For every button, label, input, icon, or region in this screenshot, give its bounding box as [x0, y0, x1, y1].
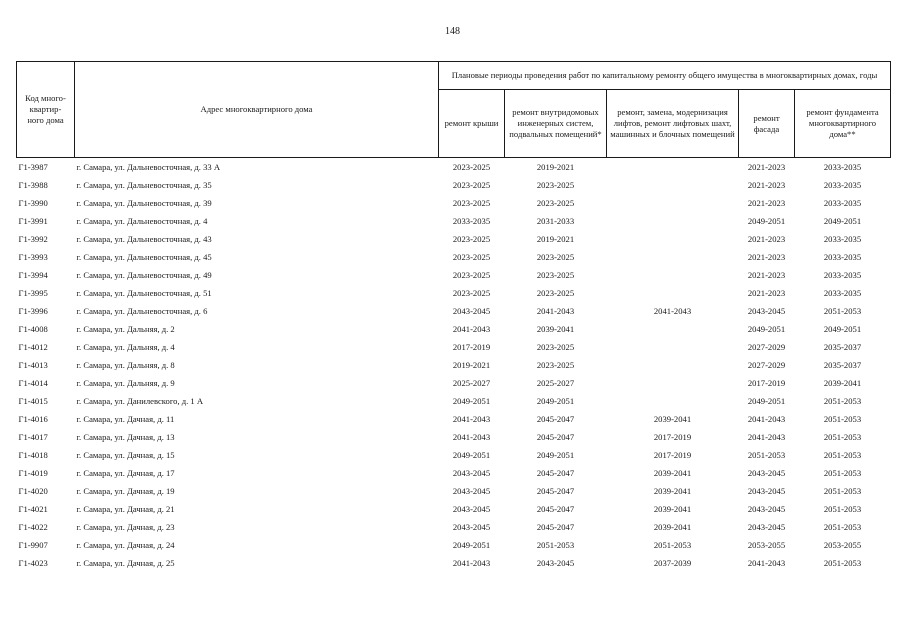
table-row — [17, 500, 891, 518]
table-body — [17, 158, 891, 573]
cell-foundation-period: 2039-2041 — [823, 378, 862, 388]
table-row — [17, 374, 891, 392]
cell-roof-period: 2043-2045 — [452, 468, 491, 478]
cell-roof-period: 2023-2025 — [452, 180, 491, 190]
cell-facade-period: 2021-2023 — [747, 270, 786, 280]
header-foundation-repair: ремонт фундамента многоквартирного дома** — [795, 90, 891, 158]
page-number: 148 — [445, 26, 460, 37]
cell-foundation-period: 2033-2035 — [823, 288, 862, 298]
cell-facade-period: 2043-2045 — [747, 504, 786, 514]
cell-facade-period: 2021-2023 — [747, 162, 786, 172]
cell-facade-period: 2021-2023 — [747, 198, 786, 208]
table-row — [17, 392, 891, 410]
cell-address: г. Самара, ул. Дачная, д. 15 — [76, 450, 175, 460]
cell-house-code: Г1-3990 — [18, 198, 48, 208]
cell-roof-period: 2049-2051 — [452, 540, 491, 550]
cell-facade-period: 2049-2051 — [747, 216, 786, 226]
cell-address: г. Самара, ул. Дальневосточная, д. 4 — [76, 216, 208, 226]
cell-facade-period: 2027-2029 — [747, 342, 786, 352]
cell-foundation-period: 2035-2037 — [823, 360, 862, 370]
cell-roof-period: 2041-2043 — [452, 558, 491, 568]
cell-lifts-period — [607, 266, 739, 284]
cell-foundation-period: 2033-2035 — [823, 180, 862, 190]
cell-roof-period: 2041-2043 — [452, 414, 491, 424]
cell-lifts-period — [607, 158, 739, 177]
cell-house-code: Г1-3987 — [18, 162, 48, 172]
cell-address: г. Самара, ул. Дальняя, д. 8 — [76, 360, 175, 370]
table-row — [17, 446, 891, 464]
cell-house-code: Г1-4014 — [18, 378, 48, 388]
cell-lifts-period: 2041-2043 — [653, 306, 692, 316]
cell-roof-period: 2017-2019 — [452, 342, 491, 352]
cell-foundation-period: 2051-2053 — [823, 414, 862, 424]
cell-foundation-period: 2035-2037 — [823, 342, 862, 352]
cell-house-code: Г1-4008 — [18, 324, 48, 334]
cell-facade-period: 2043-2045 — [747, 468, 786, 478]
cell-address: г. Самара, ул. Дачная, д. 24 — [76, 540, 175, 550]
cell-systems-period: 2049-2051 — [536, 396, 575, 406]
cell-foundation-period: 2033-2035 — [823, 198, 862, 208]
cell-house-code: Г1-3994 — [18, 270, 48, 280]
cell-foundation-period: 2051-2053 — [823, 504, 862, 514]
cell-foundation-period: 2051-2053 — [823, 450, 862, 460]
cell-house-code: Г1-3991 — [18, 216, 48, 226]
cell-foundation-period: 2051-2053 — [823, 558, 862, 568]
header-address: Адрес многоквартирного дома — [75, 62, 439, 158]
cell-address: г. Самара, ул. Дачная, д. 17 — [76, 468, 175, 478]
cell-facade-period: 2041-2043 — [747, 432, 786, 442]
cell-foundation-period: 2033-2035 — [823, 162, 862, 172]
cell-foundation-period: 2053-2055 — [823, 540, 862, 550]
cell-facade-period: 2049-2051 — [747, 324, 786, 334]
cell-house-code: Г1-4015 — [18, 396, 48, 406]
cell-systems-period: 2051-2053 — [536, 540, 575, 550]
cell-roof-period: 2023-2025 — [452, 252, 491, 262]
cell-systems-period: 2023-2025 — [536, 288, 575, 298]
cell-systems-period: 2045-2047 — [536, 486, 575, 496]
cell-systems-period: 2023-2025 — [536, 252, 575, 262]
cell-roof-period: 2043-2045 — [452, 486, 491, 496]
cell-lifts-period — [607, 176, 739, 194]
cell-systems-period: 2025-2027 — [536, 378, 575, 388]
table-row — [17, 554, 891, 572]
cell-lifts-period — [607, 356, 739, 374]
cell-systems-period: 2023-2025 — [536, 180, 575, 190]
cell-systems-period: 2023-2025 — [536, 198, 575, 208]
cell-facade-period: 2043-2045 — [747, 522, 786, 532]
cell-lifts-period — [607, 374, 739, 392]
cell-roof-period: 2023-2025 — [452, 288, 491, 298]
cell-lifts-period: 2051-2053 — [653, 540, 692, 550]
cell-address: г. Самара, ул. Дальневосточная, д. 51 — [76, 288, 212, 298]
cell-lifts-period: 2017-2019 — [653, 432, 692, 442]
cell-address: г. Самара, ул. Дачная, д. 19 — [76, 486, 175, 496]
cell-address: г. Самара, ул. Дальняя, д. 9 — [76, 378, 175, 388]
table-row — [17, 356, 891, 374]
cell-address: г. Самара, ул. Дальняя, д. 2 — [76, 324, 175, 334]
cell-systems-period: 2023-2025 — [536, 360, 575, 370]
cell-systems-period: 2039-2041 — [536, 324, 575, 334]
table-row — [17, 428, 891, 446]
cell-house-code: Г1-4021 — [18, 504, 48, 514]
cell-address: г. Самара, ул. Дальневосточная, д. 33 А — [76, 162, 221, 172]
cell-foundation-period: 2051-2053 — [823, 486, 862, 496]
cell-facade-period: 2021-2023 — [747, 180, 786, 190]
cell-house-code: Г1-4020 — [18, 486, 48, 496]
cell-roof-period: 2023-2025 — [452, 270, 491, 280]
cell-house-code: Г1-3988 — [18, 180, 48, 190]
cell-systems-period: 2019-2021 — [536, 234, 575, 244]
cell-lifts-period: 2039-2041 — [653, 504, 692, 514]
table-row — [17, 320, 891, 338]
table-row — [17, 338, 891, 356]
header-systems-repair: ремонт внутридомовых инженерных систем, подвальных помещений* — [505, 90, 607, 158]
cell-systems-period: 2045-2047 — [536, 414, 575, 424]
cell-systems-period: 2049-2051 — [536, 450, 575, 460]
cell-lifts-period: 2039-2041 — [653, 486, 692, 496]
cell-foundation-period: 2033-2035 — [823, 270, 862, 280]
cell-lifts-period — [607, 284, 739, 302]
table-row — [17, 302, 891, 320]
table-row — [17, 482, 891, 500]
cell-lifts-period — [607, 248, 739, 266]
cell-roof-period: 2041-2043 — [452, 324, 491, 334]
cell-foundation-period: 2051-2053 — [823, 522, 862, 532]
cell-house-code: Г1-4018 — [18, 450, 48, 460]
table-row — [17, 410, 891, 428]
cell-systems-period: 2045-2047 — [536, 432, 575, 442]
table-row — [17, 518, 891, 536]
table-row — [17, 158, 891, 177]
cell-lifts-period: 2039-2041 — [653, 522, 692, 532]
cell-roof-period: 2033-2035 — [452, 216, 491, 226]
cell-facade-period: 2051-2053 — [747, 450, 786, 460]
capital-repair-schedule-table — [16, 61, 891, 572]
cell-roof-period: 2043-2045 — [452, 522, 491, 532]
header-house-code: Код много- квартир- ного дома — [17, 62, 75, 158]
cell-address: г. Самара, ул. Дальневосточная, д. 45 — [76, 252, 212, 262]
header-facade-repair: ремонт фасада — [739, 90, 795, 158]
cell-lifts-period — [607, 230, 739, 248]
header-planned-periods: Плановые периоды проведения работ по капитальному ремонту общего имущества в многоквартирных домах, годы — [439, 62, 891, 90]
table-row — [17, 284, 891, 302]
cell-foundation-period: 2051-2053 — [823, 468, 862, 478]
cell-house-code: Г1-3995 — [18, 288, 48, 298]
table-row — [17, 176, 891, 194]
cell-house-code: Г1-4023 — [18, 558, 48, 568]
cell-address: г. Самара, ул. Дальневосточная, д. 35 — [76, 180, 212, 190]
cell-lifts-period: 2037-2039 — [653, 558, 692, 568]
cell-lifts-period — [607, 194, 739, 212]
table-row — [17, 194, 891, 212]
cell-systems-period: 2023-2025 — [536, 342, 575, 352]
table-row — [17, 536, 891, 554]
cell-systems-period: 2043-2045 — [536, 558, 575, 568]
cell-address: г. Самара, ул. Дачная, д. 23 — [76, 522, 175, 532]
cell-address: г. Самара, ул. Дачная, д. 21 — [76, 504, 175, 514]
cell-house-code: Г1-4013 — [18, 360, 48, 370]
cell-systems-period: 2031-2033 — [536, 216, 575, 226]
cell-systems-period: 2045-2047 — [536, 504, 575, 514]
cell-roof-period: 2049-2051 — [452, 396, 491, 406]
cell-address: г. Самара, ул. Данилевского, д. 1 А — [76, 396, 204, 406]
cell-facade-period: 2043-2045 — [747, 306, 786, 316]
cell-lifts-period — [607, 212, 739, 230]
cell-facade-period: 2049-2051 — [747, 396, 786, 406]
cell-house-code: Г1-4016 — [18, 414, 48, 424]
table-row — [17, 464, 891, 482]
cell-house-code: Г1-4022 — [18, 522, 48, 532]
cell-foundation-period: 2049-2051 — [823, 324, 862, 334]
cell-house-code: Г1-4017 — [18, 432, 48, 442]
cell-house-code: Г1-3996 — [18, 306, 48, 316]
cell-address: г. Самара, ул. Дачная, д. 11 — [76, 414, 175, 424]
cell-facade-period: 2043-2045 — [747, 486, 786, 496]
cell-systems-period: 2041-2043 — [536, 306, 575, 316]
cell-address: г. Самара, ул. Дальневосточная, д. 43 — [76, 234, 212, 244]
cell-facade-period: 2021-2023 — [747, 234, 786, 244]
cell-roof-period: 2023-2025 — [452, 198, 491, 208]
cell-foundation-period: 2049-2051 — [823, 216, 862, 226]
cell-house-code: Г1-4019 — [18, 468, 48, 478]
cell-address: г. Самара, ул. Дальневосточная, д. 39 — [76, 198, 212, 208]
cell-address: г. Самара, ул. Дальневосточная, д. 6 — [76, 306, 208, 316]
cell-address: г. Самара, ул. Дальняя, д. 4 — [76, 342, 175, 352]
cell-lifts-period: 2039-2041 — [653, 468, 692, 478]
cell-roof-period: 2023-2025 — [452, 162, 491, 172]
cell-foundation-period: 2033-2035 — [823, 252, 862, 262]
cell-foundation-period: 2051-2053 — [823, 306, 862, 316]
table-row — [17, 266, 891, 284]
cell-lifts-period: 2017-2019 — [653, 450, 692, 460]
cell-address: г. Самара, ул. Дачная, д. 25 — [76, 558, 175, 568]
table-row — [17, 212, 891, 230]
cell-roof-period: 2049-2051 — [452, 450, 491, 460]
cell-facade-period: 2021-2023 — [747, 252, 786, 262]
cell-roof-period: 2023-2025 — [452, 234, 491, 244]
cell-foundation-period: 2051-2053 — [823, 396, 862, 406]
cell-house-code: Г1-3993 — [18, 252, 48, 262]
cell-facade-period: 2027-2029 — [747, 360, 786, 370]
cell-roof-period: 2025-2027 — [452, 378, 491, 388]
cell-house-code: Г1-4012 — [18, 342, 48, 352]
cell-facade-period: 2017-2019 — [747, 378, 786, 388]
cell-facade-period: 2041-2043 — [747, 558, 786, 568]
cell-house-code: Г1-3992 — [18, 234, 48, 244]
cell-facade-period: 2041-2043 — [747, 414, 786, 424]
cell-lifts-period — [607, 320, 739, 338]
cell-systems-period: 2019-2021 — [536, 162, 575, 172]
cell-foundation-period: 2033-2035 — [823, 234, 862, 244]
cell-address: г. Самара, ул. Дальневосточная, д. 49 — [76, 270, 212, 280]
cell-lifts-period — [607, 392, 739, 410]
cell-systems-period: 2045-2047 — [536, 468, 575, 478]
header-lifts-repair: ремонт, замена, модернизация лифтов, ремонт лифтовых шахт, машинных и блочных помещений — [607, 90, 739, 158]
table-row — [17, 248, 891, 266]
cell-facade-period: 2021-2023 — [747, 288, 786, 298]
cell-roof-period: 2043-2045 — [452, 306, 491, 316]
cell-address: г. Самара, ул. Дачная, д. 13 — [76, 432, 175, 442]
cell-roof-period: 2043-2045 — [452, 504, 491, 514]
cell-lifts-period: 2039-2041 — [653, 414, 692, 424]
cell-roof-period: 2019-2021 — [452, 360, 491, 370]
cell-roof-period: 2041-2043 — [452, 432, 491, 442]
header-roof-repair: ремонт крыши — [439, 90, 505, 158]
cell-systems-period: 2023-2025 — [536, 270, 575, 280]
table-row — [17, 230, 891, 248]
cell-systems-period: 2045-2047 — [536, 522, 575, 532]
cell-house-code: Г1-9907 — [18, 540, 48, 550]
cell-lifts-period — [607, 338, 739, 356]
cell-foundation-period: 2051-2053 — [823, 432, 862, 442]
cell-facade-period: 2053-2055 — [747, 540, 786, 550]
